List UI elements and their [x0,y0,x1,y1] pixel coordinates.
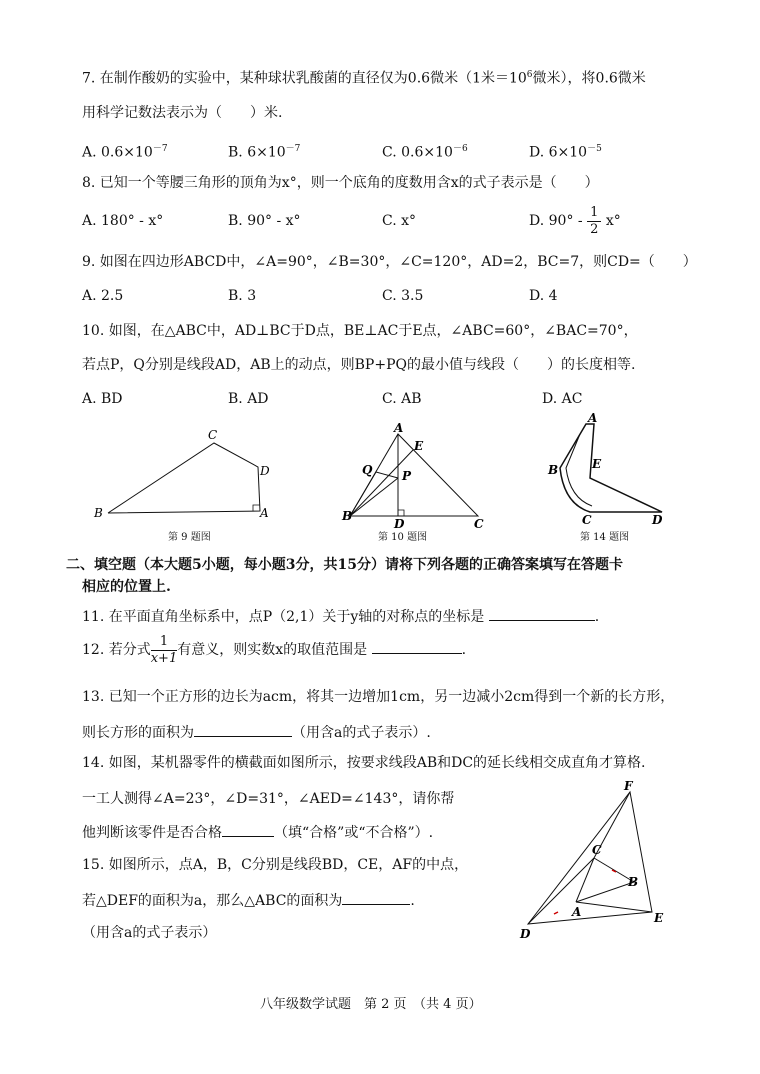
q8-option-d: D. 90° - $\frac{1}{2}$ x° [529,204,621,237]
fig10-label-b: B [342,509,353,523]
fig15-label-d: D [520,927,531,941]
q7-line1: 7. 在制作酸奶的实验中，某种球状乳酸菌的直径仅为0.6微米（1米$=10^6$微米），将0.6微米 [82,70,646,87]
q9-line1: 9. 如图在四边形ABCD中，∠A=90°，∠B=30°，∠C=120°，AD=2，BC=7，则CD=（ ） [82,254,697,270]
fig15-label-e: E [654,911,664,925]
fig10-label-c: C [474,517,484,530]
fig10-label-d: D [394,517,405,530]
fig14-label-d: D [652,513,663,526]
fig14-label-e: E [592,457,602,471]
figure-q10 [340,418,490,530]
section2-heading: 二、填空题（本大题5小题，每小题3分，共15分）请将下列各题的正确答案填写在答题卡 [66,557,623,573]
q13-answer-blank[interactable] [194,722,292,737]
q14-line1: 14. 如图，某机器零件的横截面如图所示，按要求线段AB和DC的延长线相交成直角才算格. [82,755,646,771]
q9-option-a: A. 2.5 [82,288,124,304]
fig9-label-b: B [94,506,103,520]
q11-line: 11. 在平面直角坐标系中，点P（2,1）关于y轴的对称点的坐标是 . [82,606,599,626]
q7-line2: 用科学记数法表示为（ ）米. [82,105,283,121]
figure-q15 [514,776,674,942]
q7-option-b: B. $6\times 10^{-7}$ [228,144,301,161]
q9-option-d: D. 4 [529,288,558,304]
q7-option-a: A. $0.6\times 10^{-7}$ [82,144,168,161]
q12-answer-blank[interactable] [372,639,462,654]
q10-option-d: D. AC [542,391,583,407]
q15-line3: （用含a的式子表示） [82,925,217,941]
q14-answer-blank[interactable] [222,822,274,837]
q9-option-b: B. 3 [228,288,257,304]
q10-option-a: A. BD [82,391,123,407]
q10-line1: 10. 如图，在△ABC中，AD⊥BC于D点，BE⊥AC于E点，∠ABC=60°，∠BAC=70°， [82,323,638,339]
figure-q14-caption: 第 14 题图 [580,532,630,543]
q7-option-c: C. $0.6\times 10^{-6}$ [382,144,468,161]
fig10-label-q: Q [362,463,373,477]
fig15-label-f: F [624,779,633,793]
q7-option-d: D. $6\times 10^{-5}$ [529,144,602,161]
figure-q9-caption: 第 9 题图 [168,532,211,543]
q8-option-c: C. x° [382,213,417,229]
fig10-label-p: P [402,469,412,483]
q8-line1: 8. 已知一个等腰三角形的顶角为x°，则一个底角的度数用含x的式子表示是（ ） [82,175,599,191]
fig9-label-a: A [260,506,269,520]
q10-line2: 若点P，Q分别是线段AD，AB上的动点，则BP+PQ的最小值与线段（ ）的长度相等. [82,357,636,373]
q10-option-c: C. AB [382,391,422,407]
fig10-label-e: E [414,439,424,453]
q15-answer-blank[interactable] [342,890,410,905]
q12-line: 12. 若分式 $\frac{1}{x+1}$ 有意义，则实数x的取值范围是 . [82,633,467,666]
fig10-label-a: A [394,421,404,435]
fig15-label-b: B [628,875,639,889]
fig14-label-b: B [548,463,559,477]
q13-line2: 则长方形的面积为 （用含a的式子表示）. [82,722,431,742]
q10-option-b: B. AD [228,391,269,407]
q8-option-a: A. 180° - x° [82,213,164,229]
figure-q14 [540,408,670,526]
q14-line2: 一工人测得∠A=23°，∠D=31°，∠AED=∠143°，请你帮 [82,791,455,807]
page-footer: 八年级数学试题 第 2 页 （共 4 页） [260,997,482,1012]
fig14-label-a: A [588,411,598,425]
q15-line1: 15. 如图所示，点A，B，C分别是线段BD，CE，AF的中点， [82,857,469,873]
fig9-label-c: C [208,428,218,442]
q9-option-c: C. 3.5 [382,288,424,304]
q8-option-b: B. 90° - x° [228,213,301,229]
q14-line3: 他判断该零件是否合格 （填“合格”或“不合格”）. [82,822,433,842]
fig15-label-a: A [572,905,582,919]
q13-line1: 13. 已知一个正方形的边长为acm，将其一边增加1cm，另一边减小2cm得到一个新的长方形， [82,689,675,705]
fig9-label-d: D [260,464,270,478]
q11-answer-blank[interactable] [489,606,595,621]
q15-line2: 若△DEF的面积为a，那么△ABC的面积为 . [82,890,415,910]
fig14-label-c: C [582,513,592,526]
figure-q9 [90,425,290,530]
fig15-label-c: C [592,843,602,857]
figure-q10-caption: 第 10 题图 [378,532,428,543]
section2-heading-cont: 相应的位置上. [82,579,171,595]
